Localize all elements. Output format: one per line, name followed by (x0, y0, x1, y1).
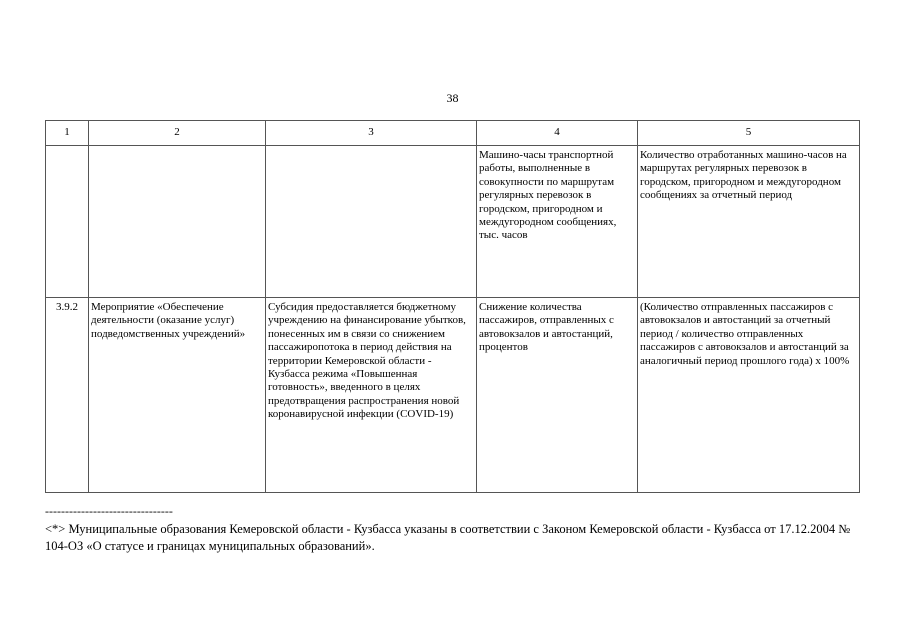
header-cell: 5 (638, 121, 860, 146)
formula-cell: (Количество отправленных пассажиров с автовокзалов и автостанций за отчетный период / количество отправленных пассажиров с автовокзалов и автостанций за аналогичный период прошлого года) x 100% (638, 298, 860, 493)
row-number-cell: 3.9.2 (46, 298, 89, 493)
header-cell: 2 (89, 121, 266, 146)
footnote-separator: -------------------------------- (45, 504, 173, 518)
header-cell: 3 (266, 121, 477, 146)
table-header-row (46, 121, 860, 146)
header-cell: 1 (46, 121, 89, 146)
indicator-cell: Снижение количества пассажиров, отправленных с автовокзалов и автостанций, процентов (477, 298, 638, 493)
indicator-cell: Машино-часы транспортной работы, выполненные в совокупности по маршрутам регулярных перевозок в городском, пригородном и междугородном сообщениях, тыс. часов (477, 146, 638, 298)
formula-cell: Количество отработанных машино-часов на маршрутах регулярных перевозок в городском, пригородном и междугородном сообщениях за отчетный период (638, 146, 860, 298)
event-name-cell: Мероприятие «Обеспечение деятельности (оказание услуг) подведомственных учреждений» (89, 298, 266, 493)
header-cell: 4 (477, 121, 638, 146)
table-row (46, 146, 860, 298)
footnote-text: <*> Муниципальные образования Кемеровской области - Кузбасса указаны в соответствии с Законом Кемеровской области - Кузбасса от 17.12.2004 № 104-ОЗ «О статусе и границах муниципальных образований». (45, 522, 851, 553)
event-name-cell (89, 146, 266, 298)
description-cell (266, 146, 477, 298)
table-row (46, 298, 860, 493)
page-number: 38 (446, 91, 459, 105)
description-cell: Субсидия предоставляется бюджетному учреждению на финансирование убытков, понесенных им в связи со снижением пассажиропотока в период действия на территории Кемеровской области - Кузбасса режима «Повышенная готовность», введенного в целях предотвращения распространения новой коронавирусной инфекции (COVID-19) (266, 298, 477, 493)
row-number-cell (46, 146, 89, 298)
program-table (45, 120, 860, 493)
